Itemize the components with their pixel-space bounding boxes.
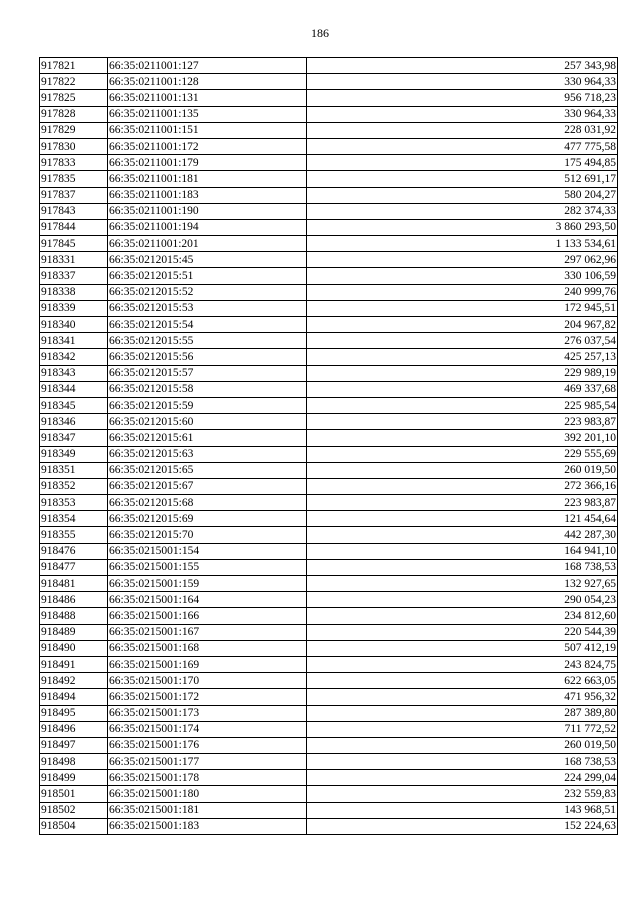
value-cell: 287 389,80 [307,705,618,721]
table-row [40,495,618,511]
cadastral-number-cell: 66:35:0212015:54 [108,317,307,333]
table-row [40,770,618,786]
value-cell: 204 967,82 [307,317,618,333]
table-row [40,543,618,559]
table-row [40,138,618,154]
table-row [40,446,618,462]
row-id-cell: 918345 [40,397,108,413]
cadastral-number-cell: 66:35:0212015:51 [108,268,307,284]
value-cell: 172 945,51 [307,300,618,316]
value-cell: 282 374,33 [307,203,618,219]
table-row [40,203,618,219]
row-id-cell: 918497 [40,737,108,753]
cadastral-number-cell: 66:35:0215001:167 [108,624,307,640]
cadastral-number-cell: 66:35:0215001:155 [108,559,307,575]
table-row [40,219,618,235]
row-id-cell: 918495 [40,705,108,721]
table-row [40,268,618,284]
cadastral-number-cell: 66:35:0212015:68 [108,495,307,511]
registry-table-body [40,58,618,835]
table-row [40,592,618,608]
cadastral-number-cell: 66:35:0211001:181 [108,171,307,187]
value-cell: 175 494,85 [307,155,618,171]
cadastral-number-cell: 66:35:0211001:151 [108,122,307,138]
value-cell: 276 037,54 [307,333,618,349]
cadastral-number-cell: 66:35:0212015:55 [108,333,307,349]
value-cell: 243 824,75 [307,656,618,672]
table-row [40,58,618,74]
cadastral-number-cell: 66:35:0215001:168 [108,640,307,656]
table-row [40,818,618,834]
table-row [40,576,618,592]
cadastral-number-cell: 66:35:0212015:70 [108,527,307,543]
row-id-cell: 918342 [40,349,108,365]
value-cell: 168 738,53 [307,559,618,575]
cadastral-number-cell: 66:35:0215001:178 [108,770,307,786]
row-id-cell: 918337 [40,268,108,284]
value-cell: 121 454,64 [307,511,618,527]
value-cell: 290 054,23 [307,592,618,608]
cadastral-number-cell: 66:35:0212015:57 [108,365,307,381]
value-cell: 229 989,19 [307,365,618,381]
value-cell: 330 964,33 [307,106,618,122]
value-cell: 257 343,98 [307,58,618,74]
cadastral-number-cell: 66:35:0215001:181 [108,802,307,818]
cadastral-number-cell: 66:35:0215001:169 [108,656,307,672]
value-cell: 152 224,63 [307,818,618,834]
value-cell: 232 559,83 [307,786,618,802]
row-id-cell: 918355 [40,527,108,543]
table-row [40,786,618,802]
row-id-cell: 918490 [40,640,108,656]
table-row [40,802,618,818]
cadastral-number-cell: 66:35:0212015:65 [108,462,307,478]
cadastral-number-cell: 66:35:0211001:190 [108,203,307,219]
value-cell: 512 691,17 [307,171,618,187]
row-id-cell: 918492 [40,673,108,689]
registry-table [39,57,618,835]
row-id-cell: 918481 [40,576,108,592]
table-row [40,527,618,543]
value-cell: 392 201,10 [307,430,618,446]
cadastral-number-cell: 66:35:0212015:67 [108,478,307,494]
table-row [40,365,618,381]
row-id-cell: 918344 [40,381,108,397]
cadastral-number-cell: 66:35:0212015:63 [108,446,307,462]
row-id-cell: 918494 [40,689,108,705]
cadastral-number-cell: 66:35:0215001:173 [108,705,307,721]
value-cell: 240 999,76 [307,284,618,300]
row-id-cell: 917829 [40,122,108,138]
row-id-cell: 917843 [40,203,108,219]
row-id-cell: 918354 [40,511,108,527]
value-cell: 132 927,65 [307,576,618,592]
table-row [40,381,618,397]
row-id-cell: 918351 [40,462,108,478]
value-cell: 297 062,96 [307,252,618,268]
table-row [40,397,618,413]
value-cell: 507 412,19 [307,640,618,656]
value-cell: 228 031,92 [307,122,618,138]
cadastral-number-cell: 66:35:0215001:164 [108,592,307,608]
cadastral-number-cell: 66:35:0215001:154 [108,543,307,559]
cadastral-number-cell: 66:35:0212015:60 [108,414,307,430]
value-cell: 220 544,39 [307,624,618,640]
cadastral-number-cell: 66:35:0211001:183 [108,187,307,203]
row-id-cell: 918353 [40,495,108,511]
value-cell: 3 860 293,50 [307,219,618,235]
cadastral-number-cell: 66:35:0212015:59 [108,397,307,413]
row-id-cell: 918352 [40,478,108,494]
row-id-cell: 918496 [40,721,108,737]
value-cell: 1 133 534,61 [307,236,618,252]
row-id-cell: 917845 [40,236,108,252]
value-cell: 425 257,13 [307,349,618,365]
table-row [40,252,618,268]
value-cell: 442 287,30 [307,527,618,543]
cadastral-number-cell: 66:35:0215001:180 [108,786,307,802]
row-id-cell: 918501 [40,786,108,802]
row-id-cell: 918341 [40,333,108,349]
table-row [40,284,618,300]
table-row [40,462,618,478]
cadastral-number-cell: 66:35:0215001:172 [108,689,307,705]
cadastral-number-cell: 66:35:0211001:135 [108,106,307,122]
row-id-cell: 917833 [40,155,108,171]
row-id-cell: 918339 [40,300,108,316]
table-row [40,317,618,333]
cadastral-number-cell: 66:35:0211001:172 [108,138,307,154]
cadastral-number-cell: 66:35:0212015:52 [108,284,307,300]
cadastral-number-cell: 66:35:0215001:174 [108,721,307,737]
row-id-cell: 918331 [40,252,108,268]
table-row [40,430,618,446]
value-cell: 272 366,16 [307,478,618,494]
cadastral-number-cell: 66:35:0211001:201 [108,236,307,252]
table-row [40,673,618,689]
row-id-cell: 918504 [40,818,108,834]
cadastral-number-cell: 66:35:0212015:45 [108,252,307,268]
row-id-cell: 917835 [40,171,108,187]
value-cell: 330 106,59 [307,268,618,284]
value-cell: 711 772,52 [307,721,618,737]
value-cell: 477 775,58 [307,138,618,154]
value-cell: 580 204,27 [307,187,618,203]
table-row [40,721,618,737]
value-cell: 225 985,54 [307,397,618,413]
row-id-cell: 918491 [40,656,108,672]
table-row [40,106,618,122]
table-row [40,349,618,365]
row-id-cell: 917825 [40,90,108,106]
table-row [40,689,618,705]
row-id-cell: 917828 [40,106,108,122]
row-id-cell: 918476 [40,543,108,559]
row-id-cell: 918347 [40,430,108,446]
value-cell: 224 299,04 [307,770,618,786]
value-cell: 168 738,53 [307,754,618,770]
table-row [40,236,618,252]
row-id-cell: 918488 [40,608,108,624]
table-row [40,511,618,527]
value-cell: 622 663,05 [307,673,618,689]
cadastral-number-cell: 66:35:0215001:183 [108,818,307,834]
cadastral-number-cell: 66:35:0215001:176 [108,737,307,753]
value-cell: 469 337,68 [307,381,618,397]
row-id-cell: 918502 [40,802,108,818]
row-id-cell: 917821 [40,58,108,74]
value-cell: 223 983,87 [307,495,618,511]
table-row [40,155,618,171]
row-id-cell: 918499 [40,770,108,786]
cadastral-number-cell: 66:35:0212015:69 [108,511,307,527]
row-id-cell: 917844 [40,219,108,235]
row-id-cell: 918349 [40,446,108,462]
cadastral-number-cell: 66:35:0211001:128 [108,74,307,90]
table-row [40,624,618,640]
cadastral-number-cell: 66:35:0215001:159 [108,576,307,592]
cadastral-number-cell: 66:35:0215001:170 [108,673,307,689]
value-cell: 260 019,50 [307,462,618,478]
row-id-cell: 917822 [40,74,108,90]
table-row [40,171,618,187]
row-id-cell: 918338 [40,284,108,300]
row-id-cell: 918346 [40,414,108,430]
value-cell: 143 968,51 [307,802,618,818]
page-number: 186 [311,26,329,40]
value-cell: 164 941,10 [307,543,618,559]
table-row [40,640,618,656]
cadastral-number-cell: 66:35:0211001:194 [108,219,307,235]
table-row [40,333,618,349]
row-id-cell: 918486 [40,592,108,608]
value-cell: 956 718,23 [307,90,618,106]
cadastral-number-cell: 66:35:0215001:177 [108,754,307,770]
value-cell: 330 964,33 [307,74,618,90]
table-row [40,300,618,316]
cadastral-number-cell: 66:35:0211001:127 [108,58,307,74]
table-row [40,559,618,575]
table-row [40,608,618,624]
table-row [40,754,618,770]
table-row [40,414,618,430]
cadastral-number-cell: 66:35:0212015:53 [108,300,307,316]
row-id-cell: 918343 [40,365,108,381]
table-row [40,74,618,90]
table-row [40,656,618,672]
table-row [40,187,618,203]
table-row [40,737,618,753]
cadastral-number-cell: 66:35:0212015:58 [108,381,307,397]
table-row [40,90,618,106]
cadastral-number-cell: 66:35:0212015:56 [108,349,307,365]
row-id-cell: 918498 [40,754,108,770]
cadastral-number-cell: 66:35:0212015:61 [108,430,307,446]
value-cell: 260 019,50 [307,737,618,753]
row-id-cell: 918340 [40,317,108,333]
row-id-cell: 917830 [40,138,108,154]
row-id-cell: 918489 [40,624,108,640]
value-cell: 223 983,87 [307,414,618,430]
value-cell: 229 555,69 [307,446,618,462]
cadastral-number-cell: 66:35:0215001:166 [108,608,307,624]
table-row [40,122,618,138]
table-row [40,705,618,721]
value-cell: 471 956,32 [307,689,618,705]
row-id-cell: 918477 [40,559,108,575]
table-row [40,478,618,494]
row-id-cell: 917837 [40,187,108,203]
cadastral-number-cell: 66:35:0211001:179 [108,155,307,171]
cadastral-number-cell: 66:35:0211001:131 [108,90,307,106]
value-cell: 234 812,60 [307,608,618,624]
